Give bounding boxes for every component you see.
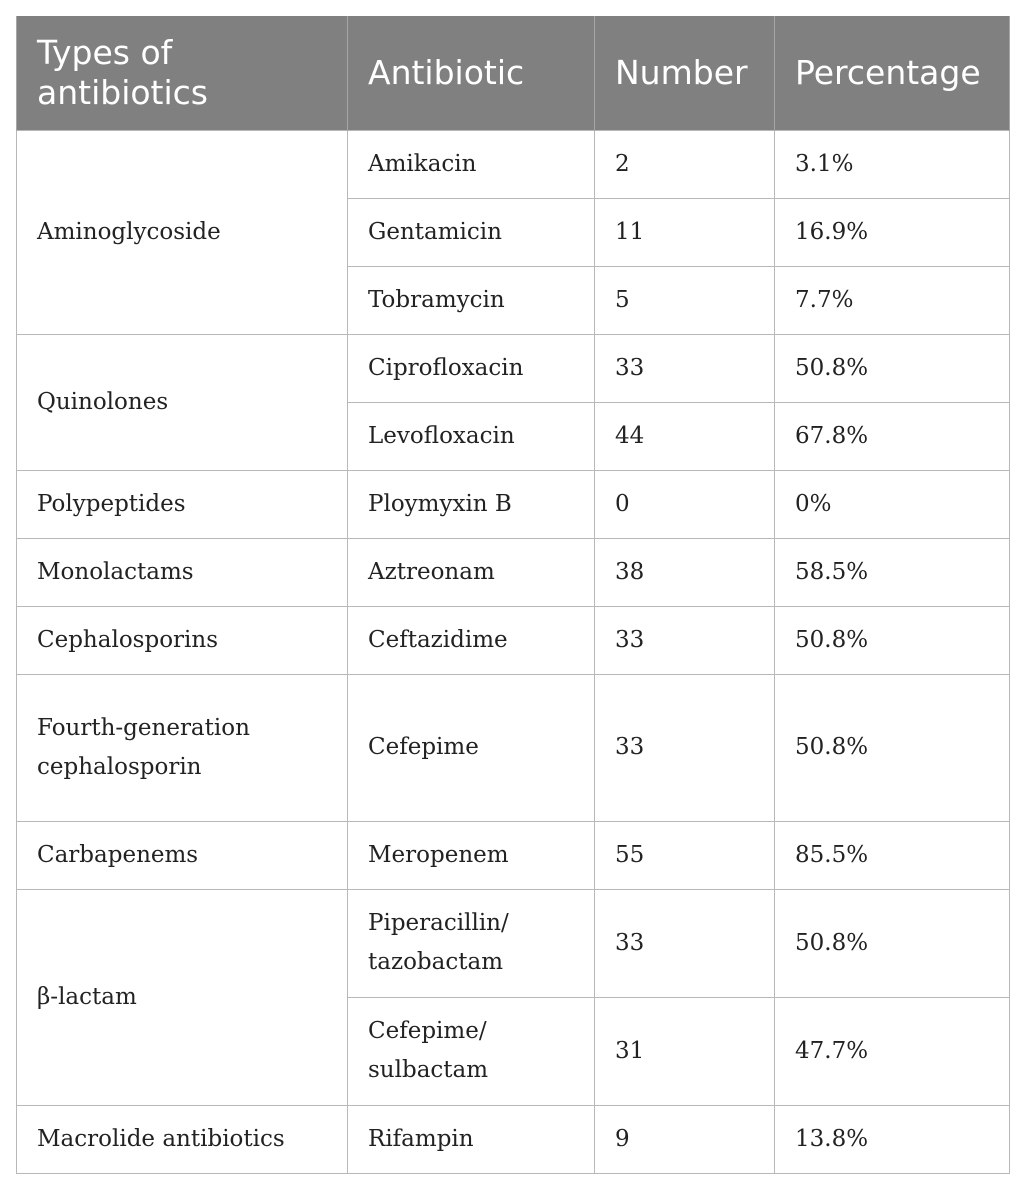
- number-cell: 38: [595, 538, 775, 606]
- antibiotic-cell: Aztreonam: [348, 538, 595, 606]
- number-cell: 44: [595, 402, 775, 470]
- header-number: Number: [595, 16, 775, 130]
- antibiotic-cell: Tobramycin: [348, 266, 595, 334]
- type-cell: Quinolones: [17, 334, 348, 470]
- table-row: [17, 538, 1010, 606]
- header-percentage: Percentage: [775, 16, 1010, 130]
- percentage-cell: 16.9%: [775, 198, 1010, 266]
- antibiotic-cell: Levofloxacin: [348, 402, 595, 470]
- number-cell: 33: [595, 334, 775, 402]
- antibiotic-resistance-table: [16, 16, 1010, 1174]
- number-cell: 0: [595, 470, 775, 538]
- type-cell: Fourth-generation cephalosporin: [17, 674, 348, 821]
- type-cell: Monolactams: [17, 538, 348, 606]
- percentage-cell: 50.8%: [775, 606, 1010, 674]
- antibiotic-cell: Cefepime: [348, 674, 595, 821]
- header-row: [17, 16, 1010, 130]
- table-row: [17, 1105, 1010, 1173]
- antibiotic-cell: Amikacin: [348, 130, 595, 198]
- percentage-cell: 7.7%: [775, 266, 1010, 334]
- percentage-cell: 50.8%: [775, 889, 1010, 997]
- antibiotic-cell: Gentamicin: [348, 198, 595, 266]
- percentage-cell: 3.1%: [775, 130, 1010, 198]
- header-antibiotic: Antibiotic: [348, 16, 595, 130]
- antibiotic-cell: Ploymyxin B: [348, 470, 595, 538]
- antibiotic-cell: Ceftazidime: [348, 606, 595, 674]
- antibiotic-cell: Cefepime/ sulbactam: [348, 997, 595, 1105]
- antibiotic-cell: Meropenem: [348, 821, 595, 889]
- number-cell: 33: [595, 606, 775, 674]
- type-cell: β-lactam: [17, 889, 348, 1105]
- percentage-cell: 58.5%: [775, 538, 1010, 606]
- percentage-cell: 13.8%: [775, 1105, 1010, 1173]
- table-row: [17, 674, 1010, 821]
- number-cell: 33: [595, 889, 775, 997]
- number-cell: 55: [595, 821, 775, 889]
- table-row: [17, 130, 1010, 198]
- antibiotic-cell: Rifampin: [348, 1105, 595, 1173]
- percentage-cell: 47.7%: [775, 997, 1010, 1105]
- antibiotic-cell: Piperacillin/ tazobactam: [348, 889, 595, 997]
- table-row: [17, 470, 1010, 538]
- number-cell: 31: [595, 997, 775, 1105]
- number-cell: 5: [595, 266, 775, 334]
- table-row: [17, 606, 1010, 674]
- percentage-cell: 0%: [775, 470, 1010, 538]
- type-cell: Aminoglycoside: [17, 130, 348, 334]
- number-cell: 9: [595, 1105, 775, 1173]
- percentage-cell: 67.8%: [775, 402, 1010, 470]
- type-cell: Polypeptides: [17, 470, 348, 538]
- table-row: [17, 821, 1010, 889]
- type-cell: Macrolide antibiotics: [17, 1105, 348, 1173]
- number-cell: 11: [595, 198, 775, 266]
- table-row: [17, 334, 1010, 402]
- number-cell: 2: [595, 130, 775, 198]
- antibiotic-cell: Ciprofloxacin: [348, 334, 595, 402]
- table-row: [17, 889, 1010, 997]
- percentage-cell: 50.8%: [775, 334, 1010, 402]
- percentage-cell: 50.8%: [775, 674, 1010, 821]
- number-cell: 33: [595, 674, 775, 821]
- percentage-cell: 85.5%: [775, 821, 1010, 889]
- type-cell: Cephalosporins: [17, 606, 348, 674]
- type-cell: Carbapenems: [17, 821, 348, 889]
- header-types: Types of antibiotics: [17, 16, 348, 130]
